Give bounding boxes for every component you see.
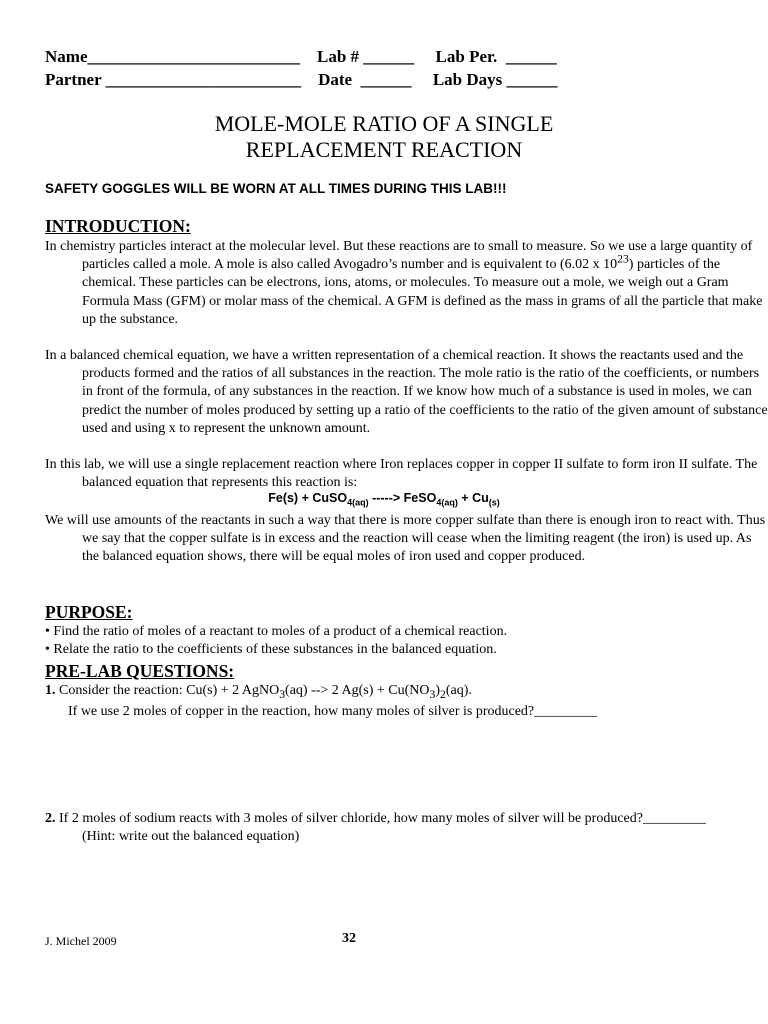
page-title-line1: MOLE-MOLE RATIO OF A SINGLE: [214, 111, 554, 136]
prelab-question-1: [45, 682, 735, 700]
q1-sub-2: 3: [429, 687, 436, 701]
intro-p1-text-a: In chemistry particles interact at the molecular level. But these reactions are to small to measure. So we use a large quantity of particles called a mole. A mole is also called Avogadro’s number and is equivalent to (6.02 x 10: [45, 239, 753, 273]
purpose-heading: PURPOSE:: [45, 602, 133, 622]
q1-number: 1.: [45, 683, 56, 698]
eq-sub-3: (s): [488, 497, 500, 508]
eq-part-1: Fe(s) + CuSO: [268, 491, 348, 505]
safety-warning: SAFETY GOGGLES WILL BE WORN AT ALL TIMES DURING THIS LAB!!!: [45, 181, 507, 196]
q1-text-d: (aq).: [445, 683, 472, 698]
page-title-line2: REPLACEMENT REACTION: [245, 137, 523, 162]
eq-sub-2: 4(aq): [436, 497, 458, 508]
purpose-item-2: • Relate the ratio to the coefficients of these substances in the balanced equation.: [45, 642, 497, 657]
eq-sub-1: 4(aq): [347, 497, 369, 508]
intro-paragraph-4: We will use amounts of the reactants in such a way that there is more copper sulfate than there is enough iron to react with. Thus we say that the copper sulfate is in excess and the reaction will cease when the limiting reagent (the iron) is used up. As the balanced equation shows, there will be equal moles of iron used and copper produced.: [45, 513, 766, 565]
intro-p1-text-b: ) particles of the chemical. These particles can be electrons, ions, atoms, or molecules. To measure out a mole, we weigh out a Gram Formula Mass (GFM) or molar mass of the chemical. A GFM is defined as the mass in grams of all the particle that make up the substance.: [82, 257, 763, 327]
eq-part-2: -----> FeSO: [368, 491, 437, 505]
intro-paragraph-1: [45, 238, 768, 329]
prelab-question-1-line-2: If we use 2 moles of copper in the reaction, how many moles of silver is produced?_________: [68, 704, 598, 719]
intro-paragraph-3: In this lab, we will use a single replacement reaction where Iron replaces copper in copper II sulfate to form iron II sulfate. The balanced equation that represents this reaction is:: [45, 457, 758, 491]
q1-text-b: (aq) --> 2 Ag(s) + Cu(NO: [285, 683, 430, 698]
q1-text-a: Consider the reaction: Cu(s) + 2 AgNO: [55, 683, 280, 698]
prelab-heading: PRE-LAB QUESTIONS:: [45, 661, 235, 681]
page-number: 32: [342, 931, 356, 946]
header-partner-date-row: Partner _______________________ Date ______ Lab Days ______: [45, 70, 558, 89]
prelab-question-2: [45, 810, 735, 846]
eq-part-3: + Cu: [457, 491, 489, 505]
footer-author: J. Michel 2009: [45, 934, 117, 948]
introduction-heading: INTRODUCTION:: [45, 216, 191, 236]
q1-sub-1: 3: [279, 687, 286, 701]
purpose-item-1: • Find the ratio of moles of a reactant to moles of a product of a chemical reaction.: [45, 624, 508, 639]
q1-text-c: ): [435, 683, 441, 698]
intro-p1-exponent: 23: [617, 252, 629, 266]
header-name-lab-row: Name_________________________ Lab # ______ Lab Per. ______: [45, 47, 557, 66]
q2-number: 2.: [45, 811, 56, 826]
balanced-equation: [0, 491, 768, 508]
q2-text: If 2 moles of sodium reacts with 3 moles of silver chloride, how many moles of silver will be produced?_________ (Hint: write out the balanced equation): [55, 811, 706, 844]
intro-paragraph-2: In a balanced chemical equation, we have a written representation of a chemical reaction. It shows the reactants used and the products formed and the ratios of all substances in the reaction. The mole ratio is the ratio of the coefficients, or numbers in front of the formula, of any substances in the reaction. If we know how much of a substance is used in moles, we can predict the number of moles produced by setting up a ratio of the coefficients to the ratio of the given amount of substance used and using x to represent the unknown amount.: [45, 348, 768, 436]
q1-sub-3: 2: [440, 687, 446, 701]
